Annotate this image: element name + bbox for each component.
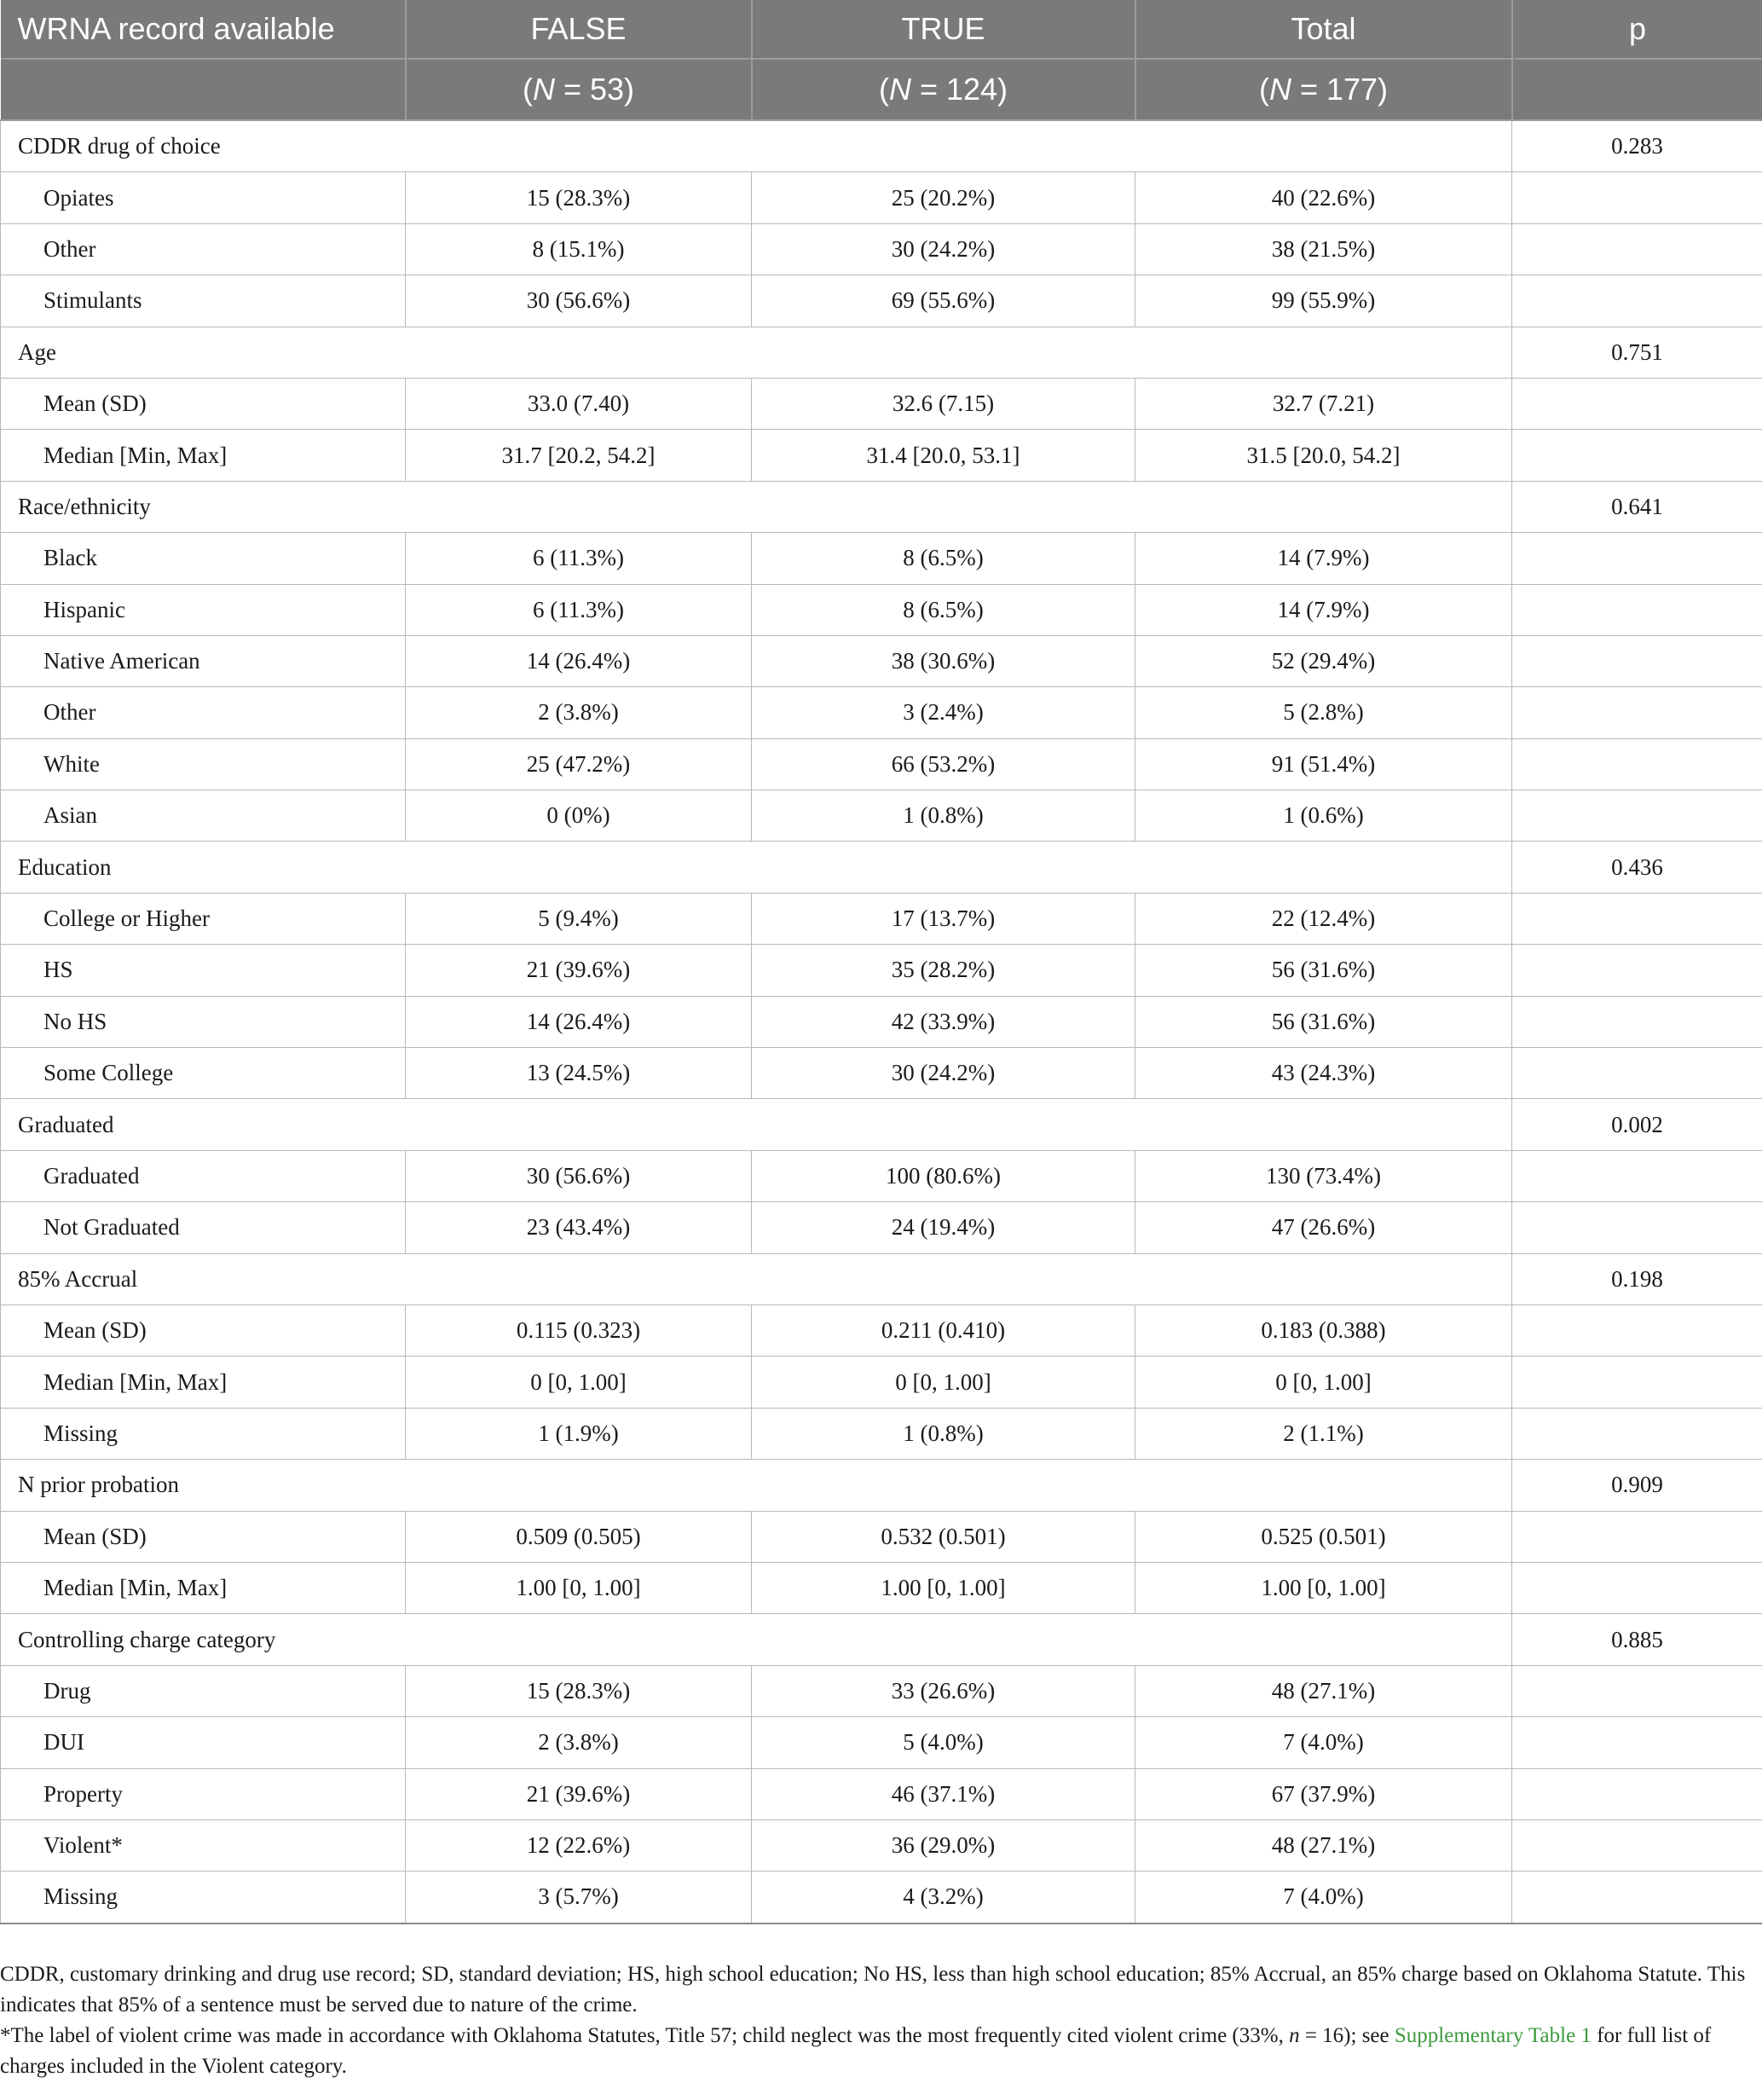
empty-p-cell	[1512, 790, 1762, 842]
value-total: 7 (4.0%)	[1135, 1871, 1512, 1924]
value-total: 14 (7.9%)	[1135, 533, 1512, 584]
header-row	[1, 0, 1762, 59]
empty-p-cell	[1512, 635, 1762, 686]
empty-p-cell	[1512, 1202, 1762, 1253]
row-label: Other	[1, 223, 406, 275]
row-label: White	[1, 738, 406, 790]
row-label: Opiates	[1, 172, 406, 223]
value-total: 99 (55.9%)	[1135, 275, 1512, 327]
section-title: Age	[1, 327, 1512, 378]
row-label: No HS	[1, 996, 406, 1047]
value-false: 33.0 (7.40)	[406, 378, 752, 429]
row-label: DUI	[1, 1717, 406, 1768]
empty-p-cell	[1512, 378, 1762, 429]
empty-p-cell	[1512, 1665, 1762, 1716]
empty-p-cell	[1512, 1511, 1762, 1562]
table-row	[1, 1048, 1762, 1099]
value-true: 3 (2.4%)	[752, 687, 1135, 738]
n-open-paren: (	[878, 72, 889, 107]
section-row	[1, 842, 1762, 893]
table-row	[1, 1511, 1762, 1562]
value-true: 66 (53.2%)	[752, 738, 1135, 790]
value-true: 5 (4.0%)	[752, 1717, 1135, 1768]
table-row	[1, 430, 1762, 481]
value-false: 14 (26.4%)	[406, 635, 752, 686]
row-label: HS	[1, 945, 406, 996]
value-false: 0.509 (0.505)	[406, 1511, 752, 1562]
table-row	[1, 378, 1762, 429]
row-label: Missing	[1, 1408, 406, 1459]
table-row	[1, 1150, 1762, 1201]
p-value-header: p	[1512, 0, 1762, 59]
value-false: 3 (5.7%)	[406, 1871, 752, 1924]
column-header-total: Total	[1135, 0, 1512, 59]
abbreviations-note: CDDR, customary drinking and drug use record; SD, standard deviation; HS, high school education; No HS, less than high school education; 85% Accrual, an 85% charge based on Oklahoma Statute. This indicates that 85% of a sentence must be served due to nature of the crime.	[0, 1963, 1746, 2016]
row-label: Some College	[1, 1048, 406, 1099]
value-true: 31.4 [20.0, 53.1]	[752, 430, 1135, 481]
table-row	[1, 1562, 1762, 1613]
p-value: 0.436	[1512, 842, 1762, 893]
n-value: = 53)	[554, 72, 635, 107]
value-false: 30 (56.6%)	[406, 275, 752, 327]
value-false: 12 (22.6%)	[406, 1819, 752, 1871]
value-false: 0 (0%)	[406, 790, 752, 842]
table-row	[1, 584, 1762, 635]
value-false: 5 (9.4%)	[406, 893, 752, 944]
value-false: 6 (11.3%)	[406, 584, 752, 635]
n-open-paren: (	[522, 72, 533, 107]
n-false-header	[406, 59, 752, 120]
value-total: 56 (31.6%)	[1135, 945, 1512, 996]
value-true: 38 (30.6%)	[752, 635, 1135, 686]
table-header	[1, 0, 1762, 120]
value-total: 1 (0.6%)	[1135, 790, 1512, 842]
value-total: 0 [0, 1.00]	[1135, 1357, 1512, 1408]
table-row	[1, 687, 1762, 738]
empty-p-cell	[1512, 996, 1762, 1047]
value-true: 1.00 [0, 1.00]	[752, 1562, 1135, 1613]
value-true: 17 (13.7%)	[752, 893, 1135, 944]
table-row	[1, 1202, 1762, 1253]
section-title: 85% Accrual	[1, 1253, 1512, 1305]
n-value: = 177)	[1291, 72, 1389, 107]
value-total: 47 (26.6%)	[1135, 1202, 1512, 1253]
empty-p-cell	[1512, 1408, 1762, 1459]
empty-p-cell	[1512, 172, 1762, 223]
empty-header-cell	[1512, 59, 1762, 120]
table-row	[1, 790, 1762, 842]
p-value: 0.198	[1512, 1253, 1762, 1305]
row-label: Median [Min, Max]	[1, 1562, 406, 1613]
section-row	[1, 1253, 1762, 1305]
value-total: 48 (27.1%)	[1135, 1665, 1512, 1716]
empty-p-cell	[1512, 687, 1762, 738]
n-open-paren: (	[1258, 72, 1269, 107]
value-total: 38 (21.5%)	[1135, 223, 1512, 275]
value-total: 31.5 [20.0, 54.2]	[1135, 430, 1512, 481]
value-false: 0.115 (0.323)	[406, 1305, 752, 1356]
value-total: 40 (22.6%)	[1135, 172, 1512, 223]
value-total: 91 (51.4%)	[1135, 738, 1512, 790]
value-total: 5 (2.8%)	[1135, 687, 1512, 738]
column-header-false: FALSE	[406, 0, 752, 59]
row-label: Not Graduated	[1, 1202, 406, 1253]
value-false: 15 (28.3%)	[406, 1665, 752, 1716]
row-label: Mean (SD)	[1, 1511, 406, 1562]
value-true: 100 (80.6%)	[752, 1150, 1135, 1201]
table-row	[1, 1717, 1762, 1768]
empty-p-cell	[1512, 223, 1762, 275]
value-total: 52 (29.4%)	[1135, 635, 1512, 686]
value-true: 42 (33.9%)	[752, 996, 1135, 1047]
violent-note-n: n	[1289, 2024, 1300, 2047]
p-value: 0.283	[1512, 120, 1762, 172]
value-true: 30 (24.2%)	[752, 1048, 1135, 1099]
p-value: 0.751	[1512, 327, 1762, 378]
empty-p-cell	[1512, 1305, 1762, 1356]
row-label: Violent*	[1, 1819, 406, 1871]
row-label: Other	[1, 687, 406, 738]
table-row	[1, 1305, 1762, 1356]
empty-p-cell	[1512, 738, 1762, 790]
value-true: 8 (6.5%)	[752, 584, 1135, 635]
empty-p-cell	[1512, 1562, 1762, 1613]
value-true: 33 (26.6%)	[752, 1665, 1135, 1716]
value-false: 6 (11.3%)	[406, 533, 752, 584]
table-row	[1, 1819, 1762, 1871]
section-row	[1, 327, 1762, 378]
table-body	[1, 120, 1762, 1924]
value-false: 2 (3.8%)	[406, 1717, 752, 1768]
table-row	[1, 533, 1762, 584]
value-false: 13 (24.5%)	[406, 1048, 752, 1099]
table-row	[1, 945, 1762, 996]
value-total: 56 (31.6%)	[1135, 996, 1512, 1047]
value-false: 2 (3.8%)	[406, 687, 752, 738]
section-title: Graduated	[1, 1099, 1512, 1150]
row-label: Median [Min, Max]	[1, 430, 406, 481]
value-true: 1 (0.8%)	[752, 1408, 1135, 1459]
table-row	[1, 1408, 1762, 1459]
value-true: 0.532 (0.501)	[752, 1511, 1135, 1562]
empty-p-cell	[1512, 430, 1762, 481]
empty-p-cell	[1512, 893, 1762, 944]
value-total: 48 (27.1%)	[1135, 1819, 1512, 1871]
value-total: 2 (1.1%)	[1135, 1408, 1512, 1459]
value-total: 0.183 (0.388)	[1135, 1305, 1512, 1356]
value-true: 24 (19.4%)	[752, 1202, 1135, 1253]
value-total: 67 (37.9%)	[1135, 1768, 1512, 1819]
empty-p-cell	[1512, 275, 1762, 327]
violent-note-end: for full list of charges included in the Violent category.	[0, 2024, 1712, 2078]
table-footnotes	[0, 1959, 1756, 2082]
empty-p-cell	[1512, 584, 1762, 635]
row-label: Mean (SD)	[1, 378, 406, 429]
value-true: 0.211 (0.410)	[752, 1305, 1135, 1356]
value-false: 1.00 [0, 1.00]	[406, 1562, 752, 1613]
value-false: 23 (43.4%)	[406, 1202, 752, 1253]
empty-p-cell	[1512, 945, 1762, 996]
row-label: Property	[1, 1768, 406, 1819]
row-label: Black	[1, 533, 406, 584]
empty-p-cell	[1512, 1819, 1762, 1871]
value-total: 7 (4.0%)	[1135, 1717, 1512, 1768]
table-row	[1, 1871, 1762, 1924]
value-true: 8 (6.5%)	[752, 533, 1135, 584]
value-true: 35 (28.2%)	[752, 945, 1135, 996]
value-total: 1.00 [0, 1.00]	[1135, 1562, 1512, 1613]
value-false: 1 (1.9%)	[406, 1408, 752, 1459]
table-row	[1, 275, 1762, 327]
p-value: 0.885	[1512, 1614, 1762, 1665]
value-total: 22 (12.4%)	[1135, 893, 1512, 944]
n-symbol: N	[888, 72, 911, 107]
n-value: = 124)	[910, 72, 1008, 107]
p-value: 0.002	[1512, 1099, 1762, 1150]
row-label: Native American	[1, 635, 406, 686]
n-symbol: N	[1268, 72, 1291, 107]
value-false: 15 (28.3%)	[406, 172, 752, 223]
value-false: 31.7 [20.2, 54.2]	[406, 430, 752, 481]
value-false: 21 (39.6%)	[406, 1768, 752, 1819]
section-title: Education	[1, 842, 1512, 893]
value-total: 0.525 (0.501)	[1135, 1511, 1512, 1562]
table-row	[1, 172, 1762, 223]
row-label: Drug	[1, 1665, 406, 1716]
section-row	[1, 481, 1762, 532]
empty-p-cell	[1512, 1717, 1762, 1768]
value-false: 21 (39.6%)	[406, 945, 752, 996]
header-n-row	[1, 59, 1762, 120]
n-symbol: N	[532, 72, 555, 107]
table-row	[1, 223, 1762, 275]
supplementary-table-link[interactable]: Supplementary Table 1	[1394, 2024, 1592, 2047]
value-total: 43 (24.3%)	[1135, 1048, 1512, 1099]
row-label-header: WRNA record available	[1, 0, 406, 59]
row-label: Asian	[1, 790, 406, 842]
value-total: 32.7 (7.21)	[1135, 378, 1512, 429]
table-row	[1, 1665, 1762, 1716]
row-label: College or Higher	[1, 893, 406, 944]
p-value: 0.641	[1512, 481, 1762, 532]
empty-p-cell	[1512, 1871, 1762, 1924]
violent-crime-note	[0, 2021, 1756, 2082]
value-true: 69 (55.6%)	[752, 275, 1135, 327]
section-title: CDDR drug of choice	[1, 120, 1512, 172]
value-true: 1 (0.8%)	[752, 790, 1135, 842]
column-header-true: TRUE	[752, 0, 1135, 59]
row-label: Hispanic	[1, 584, 406, 635]
section-title: N prior probation	[1, 1460, 1512, 1511]
table-row	[1, 1768, 1762, 1819]
row-label: Graduated	[1, 1150, 406, 1201]
empty-header-cell	[1, 59, 406, 120]
row-label: Median [Min, Max]	[1, 1357, 406, 1408]
table-row	[1, 635, 1762, 686]
row-label: Mean (SD)	[1, 1305, 406, 1356]
value-true: 32.6 (7.15)	[752, 378, 1135, 429]
value-false: 8 (15.1%)	[406, 223, 752, 275]
value-true: 25 (20.2%)	[752, 172, 1135, 223]
value-true: 30 (24.2%)	[752, 223, 1135, 275]
section-row	[1, 1099, 1762, 1150]
row-label: Missing	[1, 1871, 406, 1924]
value-false: 25 (47.2%)	[406, 738, 752, 790]
violent-note-text: *The label of violent crime was made in accordance with Oklahoma Statutes, Title 57; child neglect was the most frequently cited violent crime (33%,	[0, 2024, 1290, 2047]
table-row	[1, 1357, 1762, 1408]
n-true-header	[752, 59, 1135, 120]
value-false: 0 [0, 1.00]	[406, 1357, 752, 1408]
value-total: 14 (7.9%)	[1135, 584, 1512, 635]
value-true: 36 (29.0%)	[752, 1819, 1135, 1871]
empty-p-cell	[1512, 533, 1762, 584]
empty-p-cell	[1512, 1768, 1762, 1819]
value-true: 4 (3.2%)	[752, 1871, 1135, 1924]
table-row	[1, 893, 1762, 944]
empty-p-cell	[1512, 1048, 1762, 1099]
violent-note-mid: = 16); see	[1299, 2024, 1395, 2047]
value-false: 14 (26.4%)	[406, 996, 752, 1047]
empty-p-cell	[1512, 1150, 1762, 1201]
table-row	[1, 996, 1762, 1047]
section-row	[1, 1460, 1762, 1511]
empty-p-cell	[1512, 1357, 1762, 1408]
p-value: 0.909	[1512, 1460, 1762, 1511]
value-false: 30 (56.6%)	[406, 1150, 752, 1201]
n-total-header	[1135, 59, 1512, 120]
section-title: Controlling charge category	[1, 1614, 1512, 1665]
value-true: 46 (37.1%)	[752, 1768, 1135, 1819]
section-row	[1, 120, 1762, 172]
section-row	[1, 1614, 1762, 1665]
section-title: Race/ethnicity	[1, 481, 1512, 532]
table-row	[1, 738, 1762, 790]
value-total: 130 (73.4%)	[1135, 1150, 1512, 1201]
row-label: Stimulants	[1, 275, 406, 327]
value-true: 0 [0, 1.00]	[752, 1357, 1135, 1408]
